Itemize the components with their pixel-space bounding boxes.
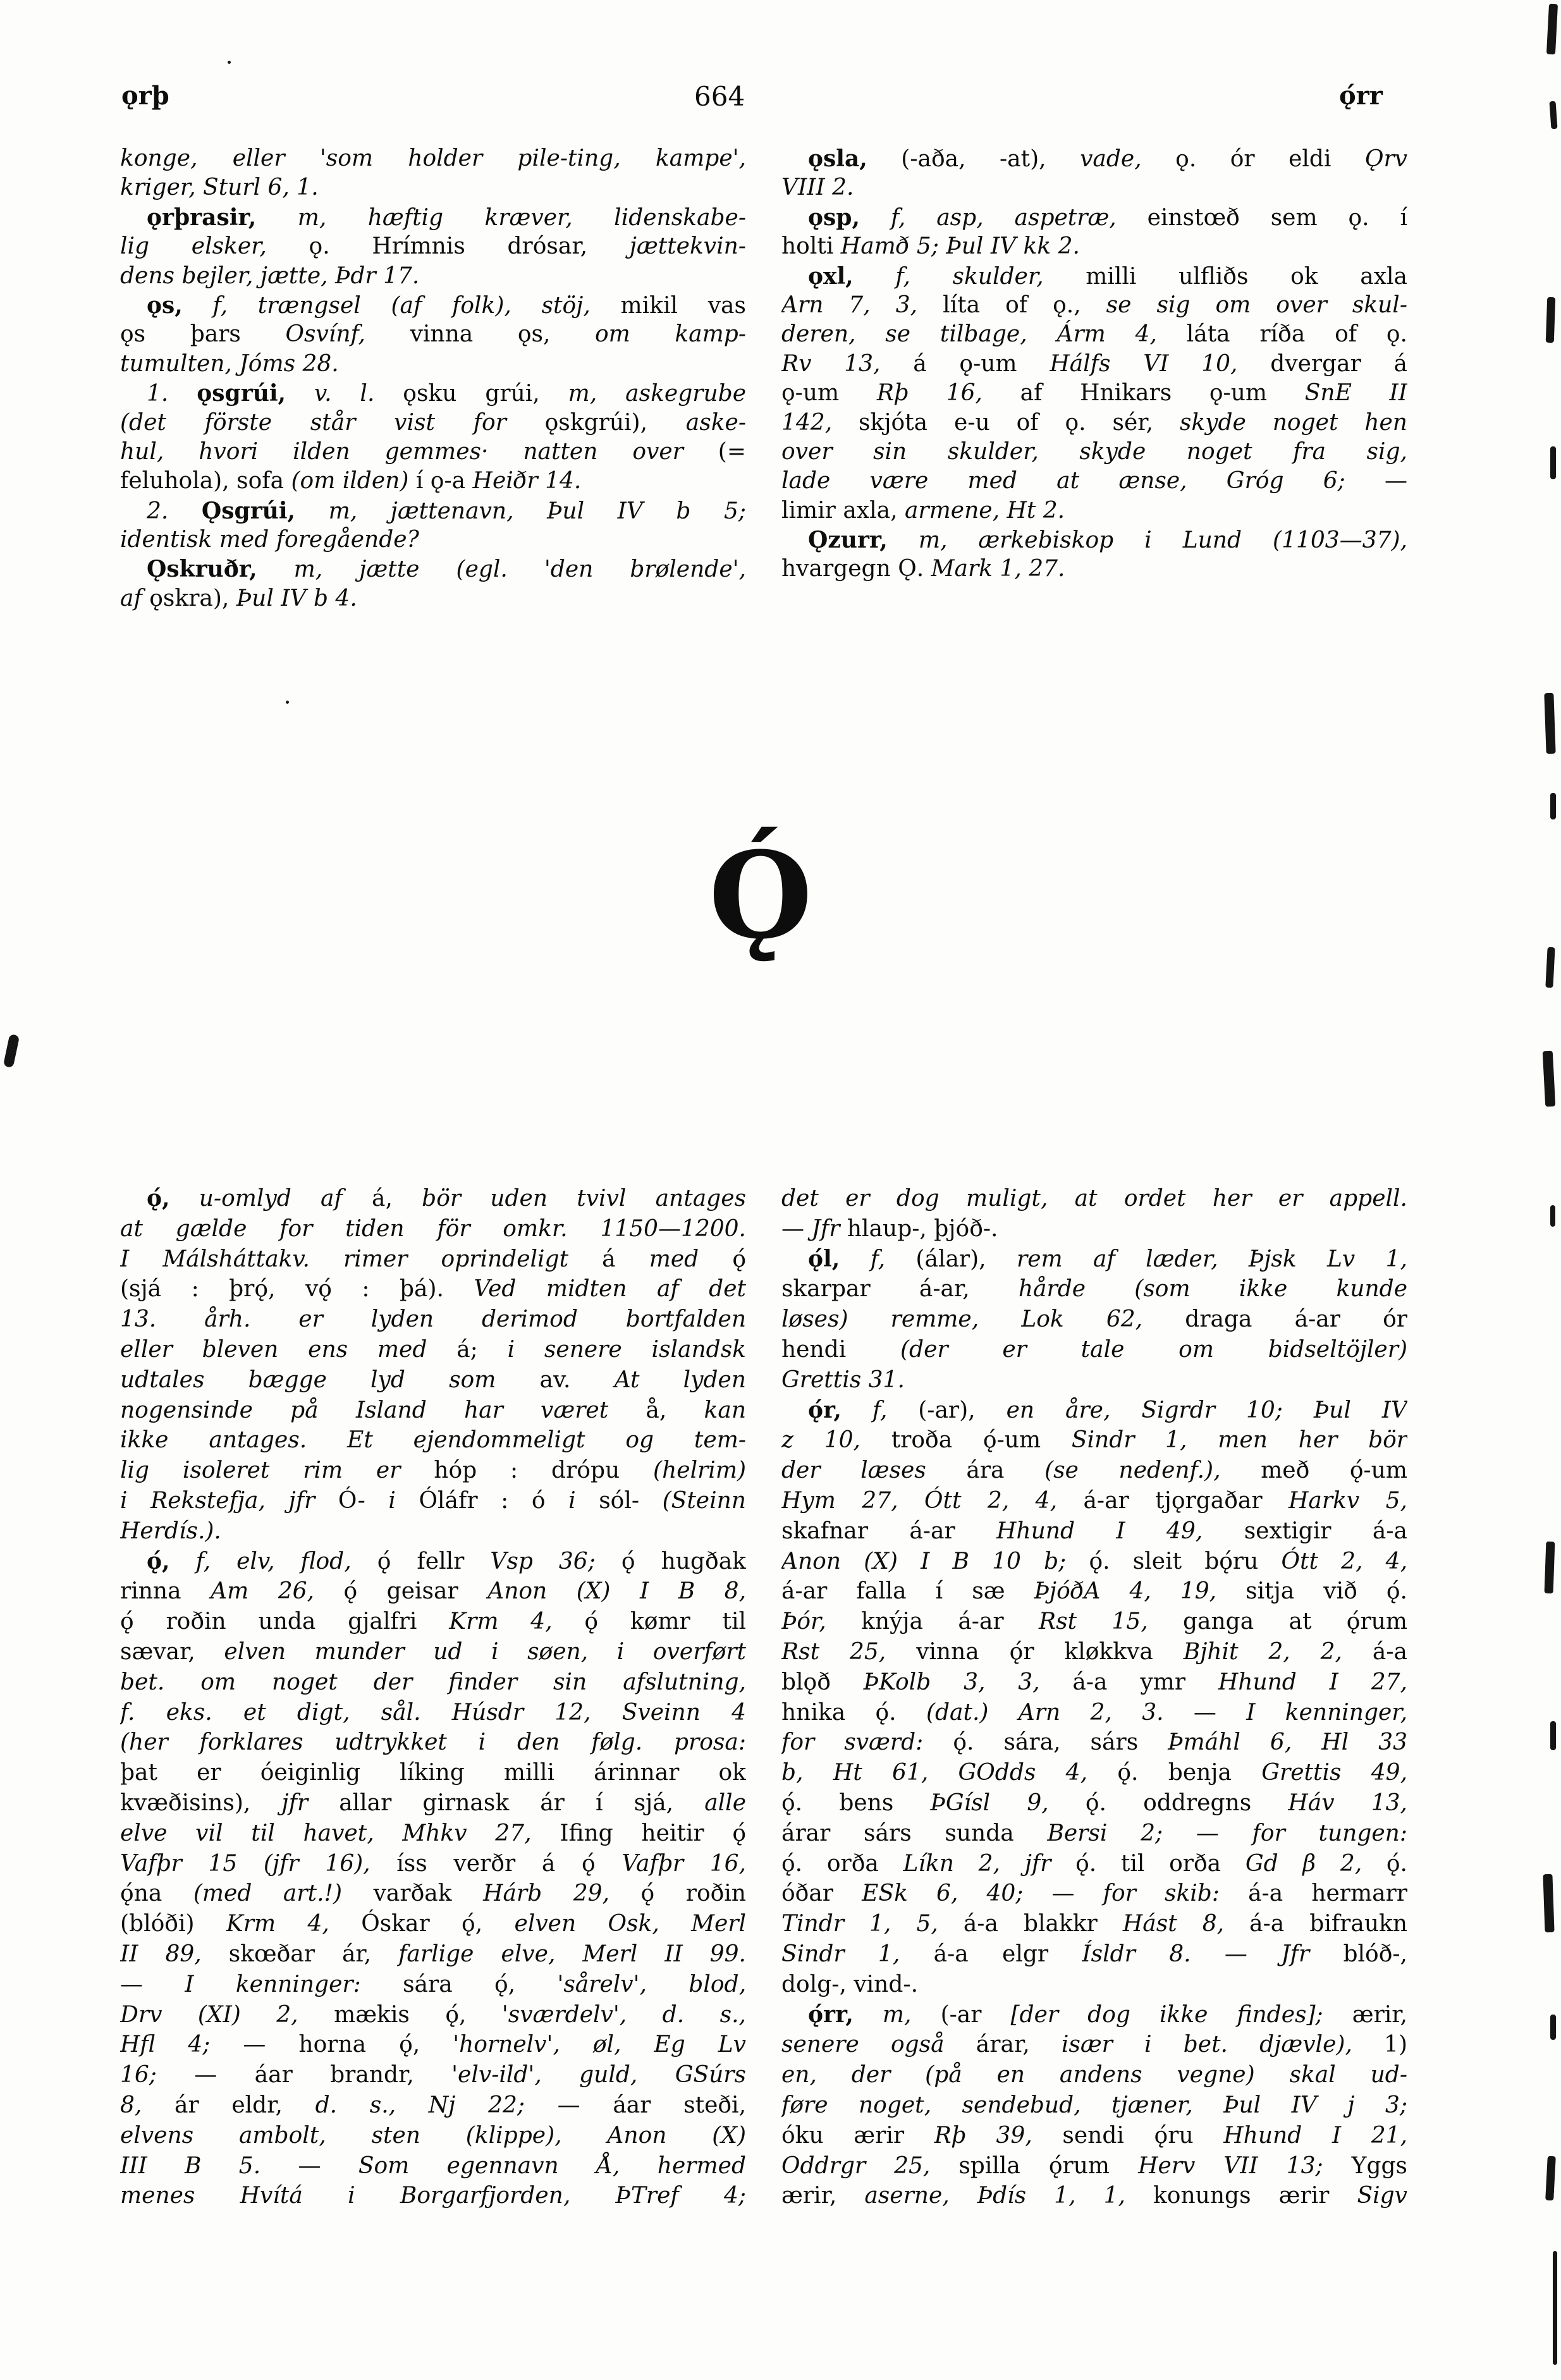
text-line: I Málsháttakv. rimer oprindeligt á med ǫ́ xyxy=(120,1246,746,1272)
text-line: rinna Am 26, ǫ́ geisar Anon (X) I B 8, xyxy=(120,1578,746,1605)
text-line: Hym 27, Ótt 2, 4, á-ar tjǫrgaðar Harkv 5, xyxy=(781,1487,1407,1514)
text-line: Sindr 1, á-a elgr Ísldr 8. — Jfr blóð-, xyxy=(781,1941,1407,1967)
text-line: z 10, troða ǫ́-um Sindr 1, men her bör xyxy=(781,1427,1407,1454)
text-line: føre noget, sendebud, tjæner, Þul IV j 3; xyxy=(781,2092,1407,2118)
text-line: sævar, elven munder ud i søen, i overført xyxy=(120,1638,746,1665)
text-line: VIII 2. xyxy=(781,175,854,201)
text-line: hnika ǫ́. (dat.) Arn 2, 3. — I kenninger, xyxy=(781,1699,1407,1726)
top-left-column xyxy=(120,144,746,613)
text-line: tumulten, Jóms 28. xyxy=(120,350,339,377)
text-line: (blóði) Krm 4, Óskar ǫ́, elven Osk, Merl xyxy=(120,1911,746,1937)
scan-artifact xyxy=(1553,2251,1557,2365)
text-line: eller bleven ens med á; i senere islandsk xyxy=(120,1336,746,1363)
scan-artifact xyxy=(1550,446,1556,479)
text-line: i Rekstefja, jfr Ó- i Óláfr : ó i sól- (Steinn xyxy=(120,1487,746,1514)
text-line: (det förste står vist for ǫskgrúi), aske- xyxy=(120,409,746,436)
scan-artifact xyxy=(286,701,289,704)
text-line: Rv 13, á ǫ-um Hálfs VI 10, dvergar á xyxy=(781,350,1407,377)
page-number: 664 xyxy=(694,81,745,112)
text-line: bet. om noget der finder sin afslutning, xyxy=(120,1669,746,1695)
scan-artifact xyxy=(1550,793,1556,819)
text-line: lig isoleret rim er hóp : drópu (helrim) xyxy=(120,1457,746,1484)
text-line: ǫsla, (-aða, -at), vade, ǫ. ór eldi Ǫrv xyxy=(808,145,1407,172)
text-line: óðar ESk 6, 40; — for skib: á-a hermarr xyxy=(781,1880,1407,1907)
scan-artifact xyxy=(1550,2015,1556,2040)
text-line: 16; — áar brandr, 'elv-ild', guld, GSúrs xyxy=(120,2062,746,2089)
section-letter: Ǫ́ xyxy=(709,826,812,966)
text-line: ǫxl, f, skulder, milli ulfliðs ok axla xyxy=(808,262,1407,290)
bottom-right-column xyxy=(781,1184,1407,2211)
text-line: det er dog muligt, at ordet her er appell. xyxy=(781,1186,1407,1211)
text-line: senere også árar, især i bet. djævle), 1) xyxy=(781,2032,1407,2058)
text-line: (sjá : þrǫ́, vǫ́ : þá). Ved midten af det xyxy=(120,1276,746,1303)
text-line: á-ar falla í sæ ÞjóðA 4, 19, sitja við ǫ́. xyxy=(781,1578,1407,1605)
text-line: ǫ́. bens ÞGísl 9, ǫ́. oddregns Háv 13, xyxy=(781,1789,1407,1816)
text-line: elvens ambolt, sten (klippe), Anon (X) xyxy=(120,2122,746,2149)
text-line: ǫsp, f, asp, aspetræ, einstœð sem ǫ. í xyxy=(808,204,1407,231)
text-line: hendi (der er tale om bidseltöjler) xyxy=(781,1336,1407,1363)
text-line: 8, ár eldr, d. s., Nj 22; — áar steði, xyxy=(120,2092,746,2118)
scan-artifact xyxy=(1550,1721,1556,1750)
text-line: ǫ́. orða Líkn 2, jfr ǫ́. til orða Gd β 2, ǫ́. xyxy=(781,1850,1407,1877)
text-line: ǫ́ roðin unda gjalfri Krm 4, ǫ́ kømr til xyxy=(120,1609,746,1635)
text-line: Ǫzurr, m, ærkebiskop i Lund (1103—37), xyxy=(808,527,1407,554)
text-line: ǫrþrasir, m, hæftig kræver, lidenskabe- xyxy=(147,204,746,231)
text-line: hul, hvori ilden gemmes· natten over (= xyxy=(120,438,746,465)
top-text-section xyxy=(120,144,1407,613)
text-line: skarpar á-ar, hårde (som ikke kunde xyxy=(781,1276,1407,1303)
text-line: Hfl 4; — horna ǫ́, 'hornelv', øl, Eg Lv xyxy=(120,2032,746,2058)
scan-artifact xyxy=(1545,947,1555,988)
text-line: kvæðisins), jfr allar girnask ár í sjá, alle xyxy=(120,1789,746,1816)
text-line: ǫ́, u-omlyd af á, bör uden tvivl antages xyxy=(147,1185,746,1211)
text-line: elve vil til havet, Mhkv 27, Ifing heitir ǫ́ xyxy=(120,1820,746,1846)
text-line: over sin skulder, skyde noget fra sig, xyxy=(781,438,1407,465)
text-line: f. eks. et digt, sål. Húsdr 12, Sveinn 4 xyxy=(120,1699,746,1726)
text-line: dolg-, vind-. xyxy=(781,1971,919,1997)
text-line: Arn 7, 3, líta of ǫ., se sig om over skul- xyxy=(781,291,1407,318)
text-line: nogensinde på Island har været å, kan xyxy=(120,1397,746,1423)
text-line: der læses ára (se nedenf.), með ǫ́-um xyxy=(781,1457,1407,1484)
scan-artifact xyxy=(228,61,231,64)
text-line: — I kenninger: sára ǫ́, 'sårelv', blod, xyxy=(120,1971,746,1997)
text-line: 142, skjóta e-u of ǫ. sér, skyde noget hen xyxy=(781,409,1407,436)
text-line: holti Hamð 5; Þul IV kk 2. xyxy=(781,233,1080,260)
text-line: Ǫskruðr, m, jætte (egl. 'den brølende', xyxy=(147,556,746,583)
text-line: 1. ǫsgrúi, v. l. ǫsku grúi, m, askegrube xyxy=(147,380,746,407)
text-line: Herdís.). xyxy=(120,1518,221,1544)
scan-artifact xyxy=(1550,1205,1555,1227)
text-line: Vafþr 15 (jfr 16), íss verðr á ǫ́ Vafþr 16, xyxy=(120,1850,746,1877)
text-line: kriger, Sturl 6, 1. xyxy=(120,175,319,201)
scan-artifact xyxy=(1546,297,1556,343)
scan-artifact xyxy=(3,1034,20,1068)
text-line: Anon (X) I B 10 b; ǫ́. sleit bǫ́ru Ótt 2, 4, xyxy=(781,1548,1407,1574)
text-line: þat er óeiginlig líking milli árinnar ok xyxy=(120,1760,746,1786)
text-line: Grettis 31. xyxy=(781,1366,905,1393)
text-line: Þór, knýja á-ar Rst 15, ganga at ǫ́rum xyxy=(781,1609,1407,1635)
text-line: blǫð ÞKolb 3, 3, á-a ymr Hhund I 27, xyxy=(781,1669,1407,1695)
text-line: ǫ́r, f, (-ar), en åre, Sigrdr 10; Þul IV xyxy=(808,1396,1407,1423)
top-right-column xyxy=(781,144,1407,613)
text-line: løses) remme, Lok 62, draga á-ar ór xyxy=(781,1306,1407,1333)
bottom-text-section xyxy=(120,1184,1407,2211)
text-line: deren, se tilbage, Árm 4, láta ríða of ǫ. xyxy=(781,321,1407,348)
scan-artifact xyxy=(1546,4,1558,55)
text-line: lig elsker, ǫ. Hrímnis drósar, jættekvin- xyxy=(120,233,746,260)
text-line: ærir, aserne, Þdís 1, 1, konungs ærir Sigv xyxy=(781,2183,1407,2209)
text-line: ǫ́l, f, (álar), rem af læder, Þjsk Lv 1, xyxy=(808,1245,1407,1272)
text-line: (her forklares udtrykket i den følg. prosa: xyxy=(120,1729,746,1756)
text-line: dens bejler, jætte, Þdr 17. xyxy=(120,262,420,289)
text-line: for sværd: ǫ́. sára, sárs Þmáhl 6, Hl 33 xyxy=(781,1729,1407,1756)
text-line: 2. Ǫsgrúi, m, jættenavn, Þul IV b 5; xyxy=(147,497,746,524)
text-line: ǫ-um Rþ 16, af Hnikars ǫ-um SnE II xyxy=(781,380,1407,407)
page-header xyxy=(0,81,1561,119)
text-line: 13. årh. er lyden derimod bortfalden xyxy=(120,1306,746,1333)
text-line: hvargegn Ǫ. Mark 1, 27. xyxy=(781,556,1065,582)
text-line: lade være med at ænse, Gróg 6; — xyxy=(781,468,1407,494)
text-line: en, der (på en andens vegne) skal ud- xyxy=(781,2062,1407,2089)
text-line: limir axla, armene, Ht 2. xyxy=(781,497,1065,524)
guideword-left: ǫrþ xyxy=(121,81,169,111)
text-line: Drv (XI) 2, mækis ǫ́, 'sværdelv', d. s., xyxy=(120,2001,746,2028)
text-line: Tindr 1, 5, á-a blakkr Hást 8, á-a bifraukn xyxy=(781,1911,1407,1937)
text-line: ǫs, f, trængsel (af folk), stöj, mikil vas xyxy=(147,291,746,319)
scan-artifact xyxy=(1544,693,1555,754)
text-line: Oddrgr 25, spilla ǫ́rum Herv VII 13; Yggs xyxy=(781,2152,1407,2179)
text-line: II 89, skœðar ár, farlige elve, Merl II 99. xyxy=(120,1941,746,1967)
guideword-right: ǫ́rr xyxy=(1339,81,1383,111)
scan-artifact xyxy=(1545,2156,1556,2201)
text-line: feluhola), sofa (om ilden) í ǫ-a Heiðr 14. xyxy=(120,468,582,494)
scan-artifact xyxy=(1543,1874,1554,1932)
text-line: b, Ht 61, GOdds 4, ǫ́. benja Grettis 49, xyxy=(781,1760,1407,1786)
text-line: — Jfr hlaup-, þjóð-. xyxy=(781,1215,998,1242)
text-line: menes Hvítá i Borgarfjorden, ÞTref 4; xyxy=(120,2183,746,2209)
text-line: Rst 25, vinna ǫ́r kløkkva Bjhit 2, 2, á-a xyxy=(781,1638,1407,1665)
text-line: ǫs þars Osvínf, vinna ǫs, om kamp- xyxy=(120,321,746,348)
text-line: árar sárs sunda Bersi 2; — for tungen: xyxy=(781,1820,1407,1846)
text-line: udtales bægge lyd som av. At lyden xyxy=(120,1366,746,1393)
text-line: skafnar á-ar Hhund I 49, sextigir á-a xyxy=(781,1518,1407,1544)
scan-artifact xyxy=(1543,1051,1556,1107)
text-line: ikke antages. Et ejendommeligt og tem- xyxy=(120,1427,746,1454)
text-line: III B 5. — Som egennavn Å, hermed xyxy=(120,2152,746,2179)
bottom-left-column xyxy=(120,1184,746,2211)
text-line: ǫ́na (med art.!) varðak Hárb 29, ǫ́ roðin xyxy=(120,1880,746,1907)
text-line: konge, eller 'som holder pile-ting, kampe', xyxy=(120,145,746,171)
scan-artifact xyxy=(1545,1542,1555,1593)
text-line: at gælde for tiden för omkr. 1150—1200. xyxy=(120,1215,746,1242)
text-line: óku ærir Rþ 39, sendi ǫ́ru Hhund I 21, xyxy=(781,2122,1407,2149)
text-line: ǫ́rr, m, (-ar [der dog ikke findes]; ærir, xyxy=(808,2001,1407,2028)
text-line: ǫ́, f, elv, flod, ǫ́ fellr Vsp 36; ǫ́ hugðak xyxy=(147,1547,746,1574)
text-line: identisk med foregående? xyxy=(120,527,419,553)
text-line: af ǫskra), Þul IV b 4. xyxy=(120,585,357,611)
